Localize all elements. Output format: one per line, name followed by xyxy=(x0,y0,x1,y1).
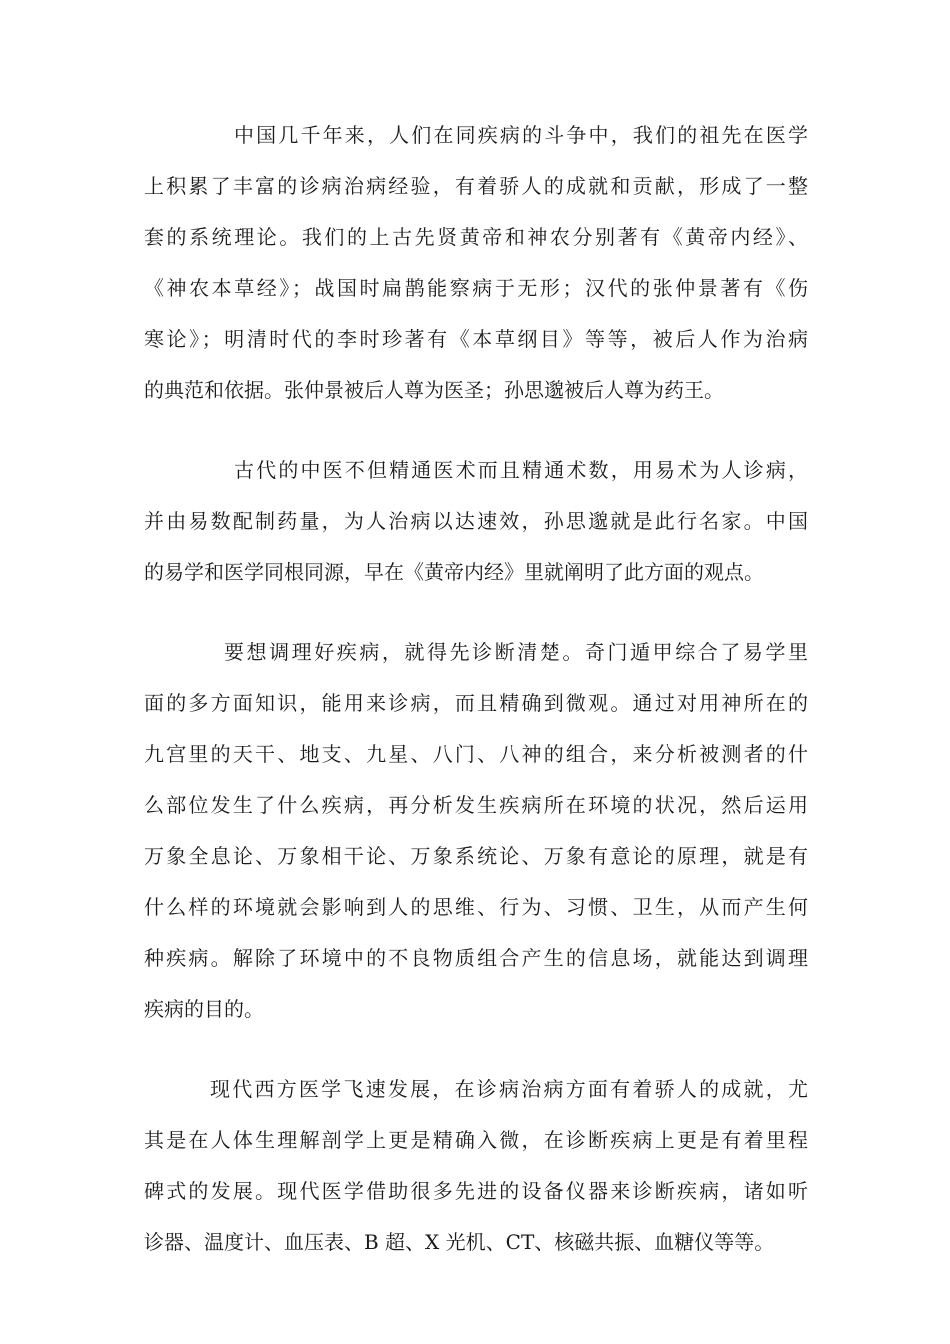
text-line: 中国几千年来，人们在同疾病的斗争中，我们的祖先在医学 xyxy=(234,123,808,147)
text-line: 《神农本草经》；战国时扁鹊能察病于无形；汉代的张仲景著有《伤 xyxy=(144,276,808,300)
text-line: 种疾病。解除了环境中的不良物质组合产生的信息场，就能达到调理 xyxy=(144,946,808,970)
text-line: 其是在人体生理解剖学上更是精确入微，在诊断疾病上更是有着里程 xyxy=(144,1128,808,1152)
text-line: 套的系统理论。我们的上古先贤黄帝和神农分别著有《黄帝内经》、 xyxy=(144,225,808,249)
text-line: 疾病的目的。 xyxy=(144,997,264,1021)
text-line: 九宫里的天干、地支、九星、八门、八神的组合，来分析被测者的什 xyxy=(144,742,808,766)
text-line: 么部位发生了什么疾病，再分析发生疾病所在环境的状况，然后运用 xyxy=(144,793,808,817)
paragraph-3 xyxy=(144,627,808,1035)
text-line: 古代的中医不但精通医术而且精通术数，用易术为人诊病， xyxy=(234,458,808,482)
text-line: 现代西方医学飞速发展，在诊病治病方面有着骄人的成就，尤 xyxy=(210,1077,808,1101)
paragraph-4 xyxy=(144,1064,808,1268)
text-line: 万象全息论、万象相干论、万象系统论、万象有意论的原理，就是有 xyxy=(144,844,808,868)
paragraph-1 xyxy=(144,110,808,416)
text-line: 上积累了丰富的诊病治病经验，有着骄人的成就和贡献，形成了一整 xyxy=(144,174,808,198)
text-line: 的典范和依据。张仲景被后人尊为医圣；孙思邈被后人尊为药王。 xyxy=(144,378,724,402)
text-line: 什么样的环境就会影响到人的思维、行为、习惯、卫生，从而产生何 xyxy=(144,895,808,919)
text-line: 面的多方面知识，能用来诊病，而且精确到微观。通过对用神所在的 xyxy=(144,691,808,715)
text-line: 诊器、温度计、血压表、B 超、X 光机、CT、核磁共振、血糖仪等等。 xyxy=(144,1230,775,1254)
document-page xyxy=(144,110,808,1297)
text-line: 碑式的发展。现代医学借助很多先进的设备仪器来诊断疾病，诸如听 xyxy=(144,1179,808,1203)
paragraph-2 xyxy=(144,445,808,598)
text-line: 寒论》；明清时代的李时珍著有《本草纲目》等等，被后人作为治病 xyxy=(144,327,808,351)
text-line: 的易学和医学同根同源，早在《黄帝内经》里就阐明了此方面的观点。 xyxy=(144,560,764,584)
text-line: 要想调理好疾病，就得先诊断清楚。奇门遁甲综合了易学里 xyxy=(224,640,808,664)
text-line: 并由易数配制药量，为人治病以达速效，孙思邈就是此行名家。中国 xyxy=(144,509,808,533)
